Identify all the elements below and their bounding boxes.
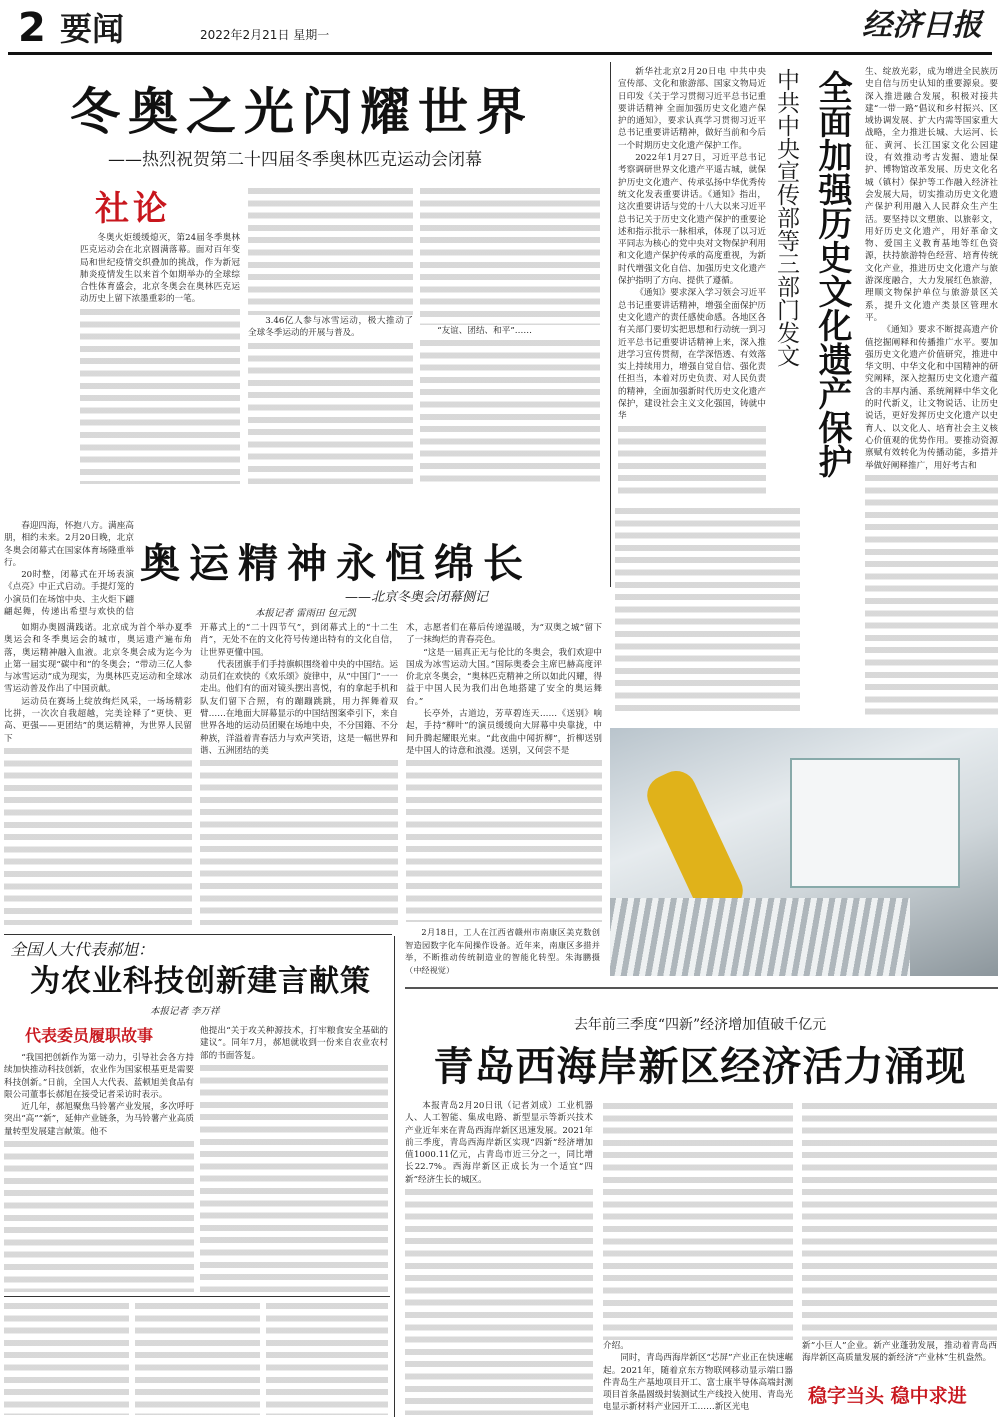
- paragraph: 如期办奥圆满践诺。北京成为首个举办夏季奥运会和冬季奥运会的城市，奥运遗产遍布角落，奥运精神融入血液。北京冬奥会成为迄今为止第一届实现“碳中和”的冬奥会；“带动三亿人参与冰雪运动”成为现实，为奥林匹克运动和全球冰雪运动普及作出了中国贡献。: [4, 623, 192, 695]
- paragraph: “我国把创新作为第一动力，引导社会各方持续加快推动科技创新，农业作为国家根基更是需要科技创新。”日前，全国人大代表、蓝顿旭美食品有限公司董事长郝旭在接受记者采访时表示。: [4, 1053, 194, 1100]
- paragraph: “这是一届真正无与伦比的冬奥会，我们欢迎中国成为冰雪运动大国。”国际奥委会主席巴赫高度评价北京冬奥会，“奥林匹克精神之所以如此闪耀，得益于中国人民为我们出色地搭建了安全的奥运舞台。”: [406, 647, 602, 707]
- slogan-banner: 稳字当头 稳中求进: [808, 1385, 967, 1407]
- paragraph: “友谊、团结、和平”……: [437, 326, 532, 336]
- headline: 冬奥之光闪耀世界: [70, 83, 534, 141]
- headline: 青岛西海岸新区经济活力涌现: [433, 1044, 967, 1090]
- column-divider: [610, 62, 611, 587]
- paragraph: 运动员在赛场上绽放绚烂风采，一场场精彩比拼，一次次自我超越，完美诠释了“更快、更高、更强——更团结”的奥运精神，为世界人民留下: [4, 696, 192, 744]
- agriculture-column-1: [4, 1052, 194, 1292]
- editorial-column-2: [248, 185, 413, 484]
- editorial-label: 社论: [95, 189, 171, 229]
- kicker: 去年前三季度“四新”经济增加值破千亿元: [573, 1017, 827, 1033]
- closing-column-2: [200, 622, 398, 925]
- qingdao-column-2: [603, 1100, 793, 1415]
- paragraph: 近几年，郝旭聚焦马铃薯产业发展，多次呼吁突出“高”“新”，延伸产业链条，为马铃薯产业高质量转型发展建言献策。他不: [4, 1102, 194, 1137]
- paragraph: 本报青岛2月20日讯（记者刘成）工业机器人、人工智能、集成电路、新型显示等新兴技术产业近年来在青岛西海岸新区迅速发展。2021年前三季度，青岛西海岸新区实现“四新”经济增加值1000.11亿元，占青岛市近三分之一，同比增长22.7%。西海岸新区正成长为一个适宜“四新”经济生长的城区。: [405, 1101, 593, 1185]
- column-divider: [394, 936, 395, 1417]
- paragraph: 他提出“关于攻关种源技术，打牢粮食安全基础的建议”。同年7月，郝旭就收到一份来自农业农村部的书面答复。: [200, 1026, 388, 1061]
- page-number: 2: [18, 5, 46, 51]
- heritage-column-1: [618, 66, 766, 496]
- agriculture-column-2: [200, 1025, 388, 1292]
- closing-column-3: [406, 622, 602, 922]
- photo-caption: [405, 926, 600, 982]
- qingdao-column-3: [802, 1100, 997, 1376]
- paragraph: 术，志愿者们在幕后传递温暖，为“双奥之城”留下了一抹绚烂的青春亮色。: [406, 623, 602, 646]
- kicker: 全国人大代表郝旭：: [10, 940, 155, 959]
- factory-robot-photo: [610, 728, 998, 976]
- qingdao-column-1: [405, 1100, 593, 1415]
- editorial-column-3: [420, 185, 600, 484]
- byline: 本报记者 雷雨田 包元凯: [255, 608, 357, 619]
- paragraph: 《通知》要求不断提高遗产价值挖掘阐释和传播推广水平。要加强历史文化遗产价值研究，推进中华文明、中华文化和中国精神的研究阐释，深入挖掘历史文化遗产蕴含的丰厚内涵、系统阐释中华文化的时代新义，让文物说话、让历史说话，更好发挥历史文化遗产以史育人、以文化人、培育社会主义核心价值观的优势作用。要推动资源禀赋有效转化为传播动能，多措并举做好阐释推广，用好考古和: [865, 325, 998, 471]
- paragraph: 3.46亿人参与冰雪运动，极大推动了全球冬季运动的开展与普及。: [248, 316, 413, 339]
- section-rule: [4, 934, 392, 935]
- masthead-rule: [8, 52, 992, 55]
- continued-column-3: [266, 1300, 388, 1415]
- section-rule: [4, 1296, 390, 1297]
- paragraph: 开幕式上的“二十四节气”，到闭幕式上的“十二生肖”，无处不在的文化符号传递出特有的文化自信，让世界更懂中国。: [200, 623, 398, 658]
- paragraph: 长亭外，古道边，芳草碧连天……《送别》响起，手持“柳叶”的演员缓缓向大屏幕中央靠拢，中间升腾起耀眼光束。“此夜曲中闻折柳”，折柳送别是中国人的诗意和浪漫。送别，又何尝不是: [406, 709, 602, 756]
- heritage-column-4: [615, 505, 800, 715]
- paragraph: 冬奥火炬缓缓熄灭，第24届冬季奥林匹克运动会在北京圆满落幕。面对百年变局和世纪疫情交织叠加的挑战，作为新冠肺炎疫情发生以来首个如期举办的全球综合性体育盛会，北京冬奥会在奥林匹克运动历史上留下浓墨重彩的一笔。: [80, 233, 240, 305]
- lead-column: [4, 520, 134, 618]
- conveyor-shape: [610, 898, 910, 976]
- paragraph: 代表团旗手们手持旗帜围绕着中央的中国结。运动员们在欢快的《欢乐颂》旋律中，从“中国门”一一走出。他们有的面对镜头摆出喜悦，有的拿起手机和队友们留下合照，有的蹦蹦跳跳，用力挥舞着双臂……在地面大屏幕显示的中国结图案牵引下，来自世界各地的运动员团聚在场地中央，不分国籍、不分种族，洋溢着青春活力与欢声笑语，这是一幅世界和谐、五洲团结的美: [200, 659, 398, 756]
- paragraph: 20时整，闭幕式在开场表演《点亮》中正式启动。手提灯笼的小演员们在场馆中央、主火炬下翩翩起舞，传递出希望与欢快的信: [4, 570, 134, 618]
- paragraph: 同时，青岛西海岸新区“芯屏”产业正在快速崛起。2021年，随着京东方物联网移动显示端口器件青岛生产基地项目开工、富士康半导体高端封测项目首条晶圆级封装测试生产线投入使用、青岛光电显示新材料产业园开工……新区光电: [603, 1353, 793, 1413]
- paragraph: 新”小巨人”企业。新产业蓬勃发展，推动着青岛西海岸新区高质量发展的新经济“产业林”生机盎然。: [802, 1341, 997, 1364]
- closing-column-1: [4, 622, 192, 925]
- continued-column-1: [4, 1300, 129, 1415]
- editorial-column-1: [80, 232, 240, 484]
- paragraph: 介绍。: [603, 1341, 629, 1351]
- paragraph: 新华社北京2月20日电 中共中央宣传部、文化和旅游部、国家文物局近日印发《关于学习贯彻习近平总书记重要讲话精神 全面加强历史文化遗产保护的通知》，要求认真学习贯彻习近平总书记重要讲话精神，做好当前和今后一个时期历史文化遗产保护工作。: [618, 67, 766, 151]
- subheadline: ——热烈祝贺第二十四届冬季奥林匹克运动会闭幕: [108, 150, 482, 170]
- headline: 奥运精神永恒绵长: [140, 540, 532, 587]
- section-rule: [405, 987, 998, 989]
- newspaper-logo: 经济日报: [862, 8, 982, 43]
- section-name: 要闻: [60, 10, 125, 48]
- machine-shape: [790, 758, 960, 888]
- paragraph: 《通知》要求深入学习领会习近平总书记重要讲话精神，增强全面保护历史文化遗产的责任感使命感。各地区各有关部门要切实把思想和行动统一到习近平总书记重要讲话精神上来，深入推进学习宣传贯彻，在学深悟透、有效落实上持续用力，增强自觉自信、强化责任担当，本着对历史负责、对人民负责的精神，全面加强新时代历史文化遗产保护，建设社会主义文化强国，铸就中华: [618, 288, 766, 422]
- kicker: 中共中央宣传部等三部门发文: [773, 68, 799, 367]
- issue-date: 2022年2月21日 星期一: [200, 28, 330, 42]
- column-label: 代表委员履职故事: [25, 1026, 154, 1045]
- caption-text: 2月18日，工人在江西省赣州市南康区美克数创智造园数字化车间操作设备。近年来，南康区多措并举，不断推动传统制造业的智能化转型。朱海鹏摄（中经视觉）: [405, 927, 600, 975]
- subheadline: ——北京冬奥会闭幕侧记: [345, 590, 489, 605]
- paragraph: 2022年1月27日，习近平总书记考察调研世界文化遗产平遥古城，就保护历史文化遗产、传承弘扬中华优秀传统文化发表重要讲话。《通知》指出，这次重要讲话与党的十八大以来习近平总书记关于历史文化遗产保护的重要论述和指示批示一脉相承，体现了以习近平同志为核心的党中央对文物保护利用和文化遗产保护传承的高度重视，为新时代增强文化自信、加强历史文化遗产保护指明了方向、提供了遵循。: [618, 153, 766, 287]
- paragraph: 春迎四海，怀抱八方。满座高朋，相约未来。2月20日晚，北京冬奥会闭幕式在国家体育场隆重举行。: [4, 521, 134, 568]
- headline: 为农业科技创新建言献策: [30, 964, 371, 999]
- byline: 本报记者 李万祥: [150, 1006, 220, 1017]
- continued-column-2: [135, 1300, 260, 1415]
- paragraph: 生、绽放光彩，成为增进全民族历史自信与历史认知的重要源泉。要深入推进融合发展，积极对接共建“一带一路”倡议和乡村振兴、区域协调发展、扩大内需等国家重大战略，全力推进长城、大运河、长征、黄河、长江国家文化公园建设，有效推动考古发掘、遗址保护、博物馆改革发展、历史文化名城（镇村）保护等工作融入经济社会发展大局，切实推动历史文化遗产保护利用融入人民群众生产生活。要坚持以文塑旅、以旅彰文，用好历史文化遗产，用好革命文物、爱国主义教育基地等红色资源，扶持旅游特色经营、培育传统文化产业，推进历史文化遗产与旅游深度融合，大力发展红色旅游，理顺文物保护单位与旅游景区关系，提升文化遗产类景区管理水平。: [865, 67, 998, 323]
- heritage-column-3: [865, 66, 998, 716]
- headline: 全面加强历史文化遗产保护: [812, 70, 852, 478]
